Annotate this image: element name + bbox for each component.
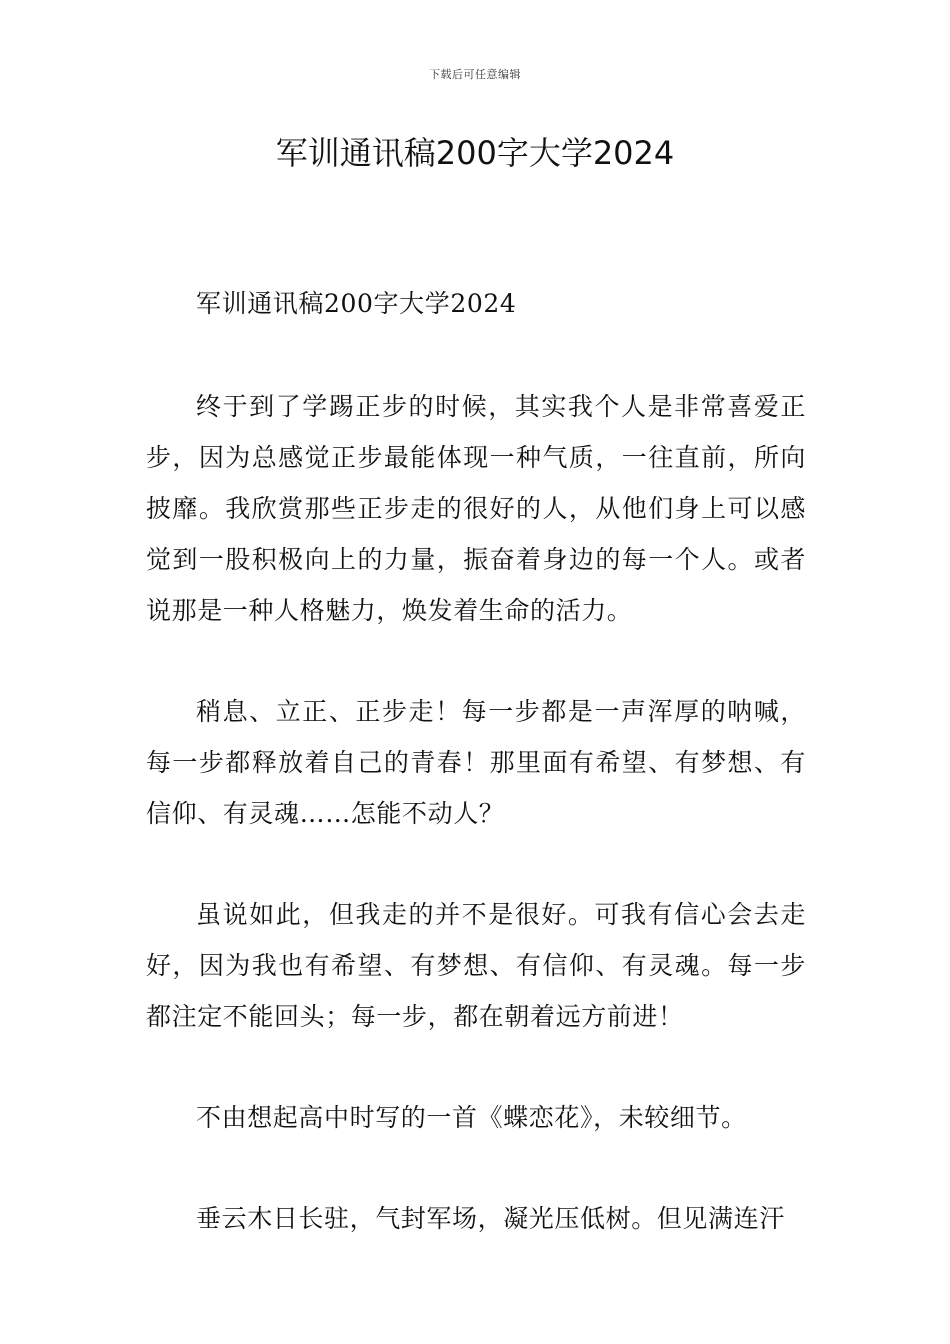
paragraph: 不由想起高中时写的一首《蝶恋花》，未较细节。	[196, 1103, 747, 1132]
document-body	[146, 278, 806, 1294]
paragraph: 虽说如此，但我走的并不是很好。可我有信心会去走好，因为我也有希望、有梦想、有信仰、有灵魂。每一步都注定不能回头；每一步，都在朝着远方前进！	[146, 900, 806, 1031]
paragraph: 稍息、立正、正步走！每一步都是一声浑厚的呐喊，每一步都释放着自己的青春！那里面有希望、有梦想、有信仰、有灵魂……怎能不动人？	[146, 697, 806, 828]
header-note: 下载后可任意编辑	[429, 68, 521, 81]
document-title: 军训通讯稿200字大学2024	[275, 134, 675, 172]
paragraph: 终于到了学踢正步的时候，其实我个人是非常喜爱正步，因为总感觉正步最能体现一种气质，一往直前，所向披靡。我欣赏那些正步走的很好的人，从他们身上可以感觉到一股积极向上的力量，振奋着身边的每一个人。或者说那是一种人格魅力，焕发着生命的活力。	[146, 392, 806, 625]
paragraph: 垂云木日长驻，气封军场，凝光压低树。但见满连汗	[196, 1204, 785, 1233]
paragraph-subtitle: 军训通讯稿200字大学2024	[196, 289, 517, 318]
